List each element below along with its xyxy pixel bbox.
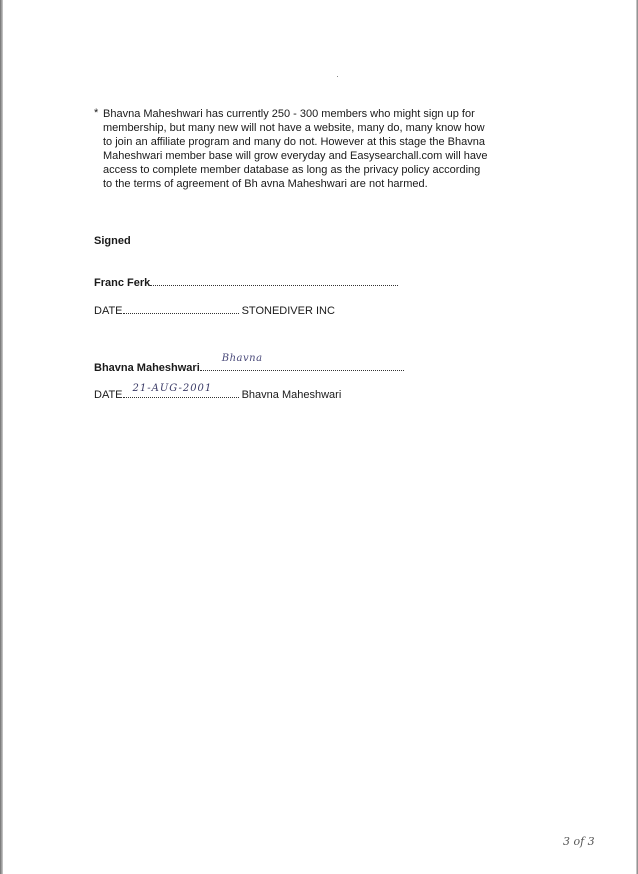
date-blank (123, 304, 239, 314)
date-label: DATE (94, 389, 123, 401)
signature-line-bhavna (94, 353, 404, 374)
footnote-line: membership, but many new will not have a website, many do, many know how (103, 122, 485, 134)
footnote-paragraph (94, 107, 534, 191)
date-line-stonediver (94, 304, 335, 317)
signature-blank (150, 276, 398, 286)
signature-blank (200, 353, 404, 371)
footnote-marker: * (94, 107, 99, 119)
company-name: STONEDIVER INC (241, 305, 335, 317)
date-label: DATE (94, 305, 123, 317)
date-line-bhavna (94, 383, 342, 401)
date-blank (123, 383, 239, 398)
footnote-line: Bhavna Maheshwari has currently 250 - 300 members who might sign up for (103, 108, 475, 120)
footnote-line: to the terms of agreement of Bh avna Maheshwari are not harmed. (103, 178, 428, 190)
signatory-name: Franc Ferk (94, 277, 151, 289)
handwritten-date: 21-AUG-2001 (132, 383, 213, 394)
footnote-line: access to complete member database as long as the privacy policy according (103, 164, 481, 176)
footnote-line: Maheshwari member base will grow everyday and Easysearchall.com will have (103, 150, 488, 162)
signatory-name: Bhavna Maheshwari (94, 362, 200, 374)
page-number: 3 of 3 (563, 835, 595, 848)
footnote-line: to join an affiliate program and many do not. However at this stage the Bhavna (103, 136, 485, 148)
scan-speck (337, 76, 338, 77)
scan-edge-left (0, 0, 3, 874)
signature-line-franc-ferk (94, 276, 398, 289)
company-name: Bhavna Maheshwari (241, 389, 342, 401)
signed-heading: Signed (94, 235, 131, 247)
handwritten-signature: Bhavna (221, 353, 263, 364)
